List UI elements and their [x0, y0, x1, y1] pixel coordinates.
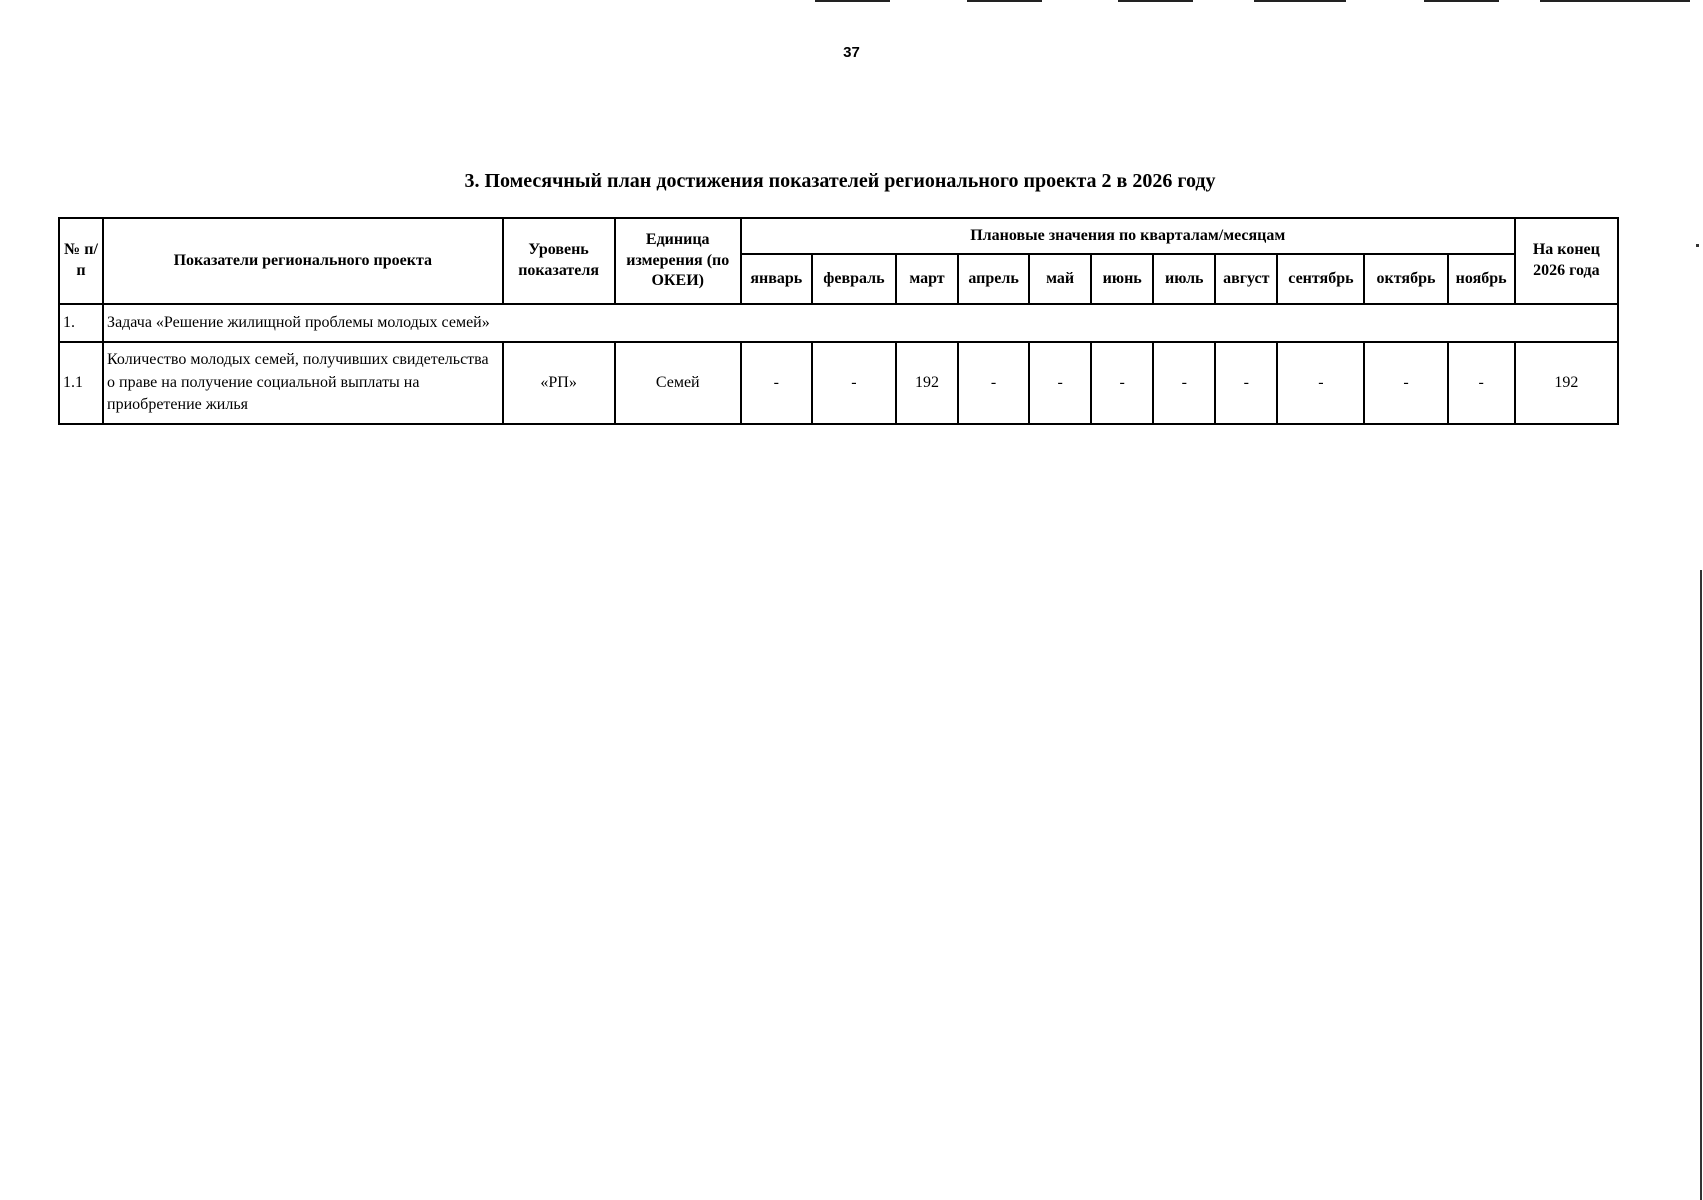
header-number: № п/п	[59, 218, 103, 304]
scan-artifact	[815, 0, 890, 2]
monthly-value: -	[958, 342, 1029, 424]
scan-artifact	[1696, 244, 1699, 247]
page-number: 37	[843, 44, 860, 61]
scan-artifact	[1118, 0, 1193, 2]
header-month: май	[1029, 254, 1091, 304]
header-month: февраль	[812, 254, 896, 304]
header-month: июль	[1153, 254, 1215, 304]
header-indicator: Показатели регионального проекта	[103, 218, 502, 304]
monthly-value: -	[1029, 342, 1091, 424]
monthly-value: -	[741, 342, 812, 424]
document-title: 3. Помесячный план достижения показателей регионального проекта 2 в 2026 году	[464, 170, 1216, 192]
header-planned-values: Плановые значения по кварталам/месяцам	[741, 218, 1515, 254]
header-month: апрель	[958, 254, 1029, 304]
header-month: январь	[741, 254, 812, 304]
header-level: Уровень показателя	[503, 218, 615, 304]
header-month: август	[1215, 254, 1277, 304]
end-of-year-value: 192	[1515, 342, 1618, 424]
scan-artifact	[1700, 570, 1702, 1200]
header-row-top	[59, 218, 1618, 254]
table-row-indicator	[59, 342, 1618, 424]
header-end-of-year: На конец 2026 года	[1515, 218, 1618, 304]
header-month: июнь	[1091, 254, 1153, 304]
indicator-name: Количество молодых семей, получивших свидетельства о праве на получение социальной выплаты на приобретение жилья	[103, 342, 502, 424]
indicator-number: 1.1	[59, 342, 103, 424]
scan-artifact	[1424, 0, 1499, 2]
task-number: 1.	[59, 304, 103, 342]
indicator-level: «РП»	[503, 342, 615, 424]
table-row-task	[59, 304, 1618, 342]
scan-artifact	[1254, 0, 1346, 2]
plan-table	[58, 217, 1619, 425]
scan-artifact	[1540, 0, 1690, 2]
task-text: Задача «Решение жилищной проблемы молодых семей»	[103, 304, 1618, 342]
monthly-value: -	[1364, 342, 1447, 424]
header-month: сентябрь	[1277, 254, 1364, 304]
header-month: ноябрь	[1448, 254, 1515, 304]
monthly-value: -	[1277, 342, 1364, 424]
monthly-value: -	[1153, 342, 1215, 424]
monthly-value: -	[1448, 342, 1515, 424]
indicator-unit: Семей	[615, 342, 741, 424]
header-unit: Единица измерения (по ОКЕИ)	[615, 218, 741, 304]
monthly-value: -	[1091, 342, 1153, 424]
monthly-value: -	[812, 342, 896, 424]
monthly-value: 192	[896, 342, 958, 424]
monthly-value: -	[1215, 342, 1277, 424]
scan-artifact	[967, 0, 1042, 2]
header-month: март	[896, 254, 958, 304]
header-month: октябрь	[1364, 254, 1447, 304]
